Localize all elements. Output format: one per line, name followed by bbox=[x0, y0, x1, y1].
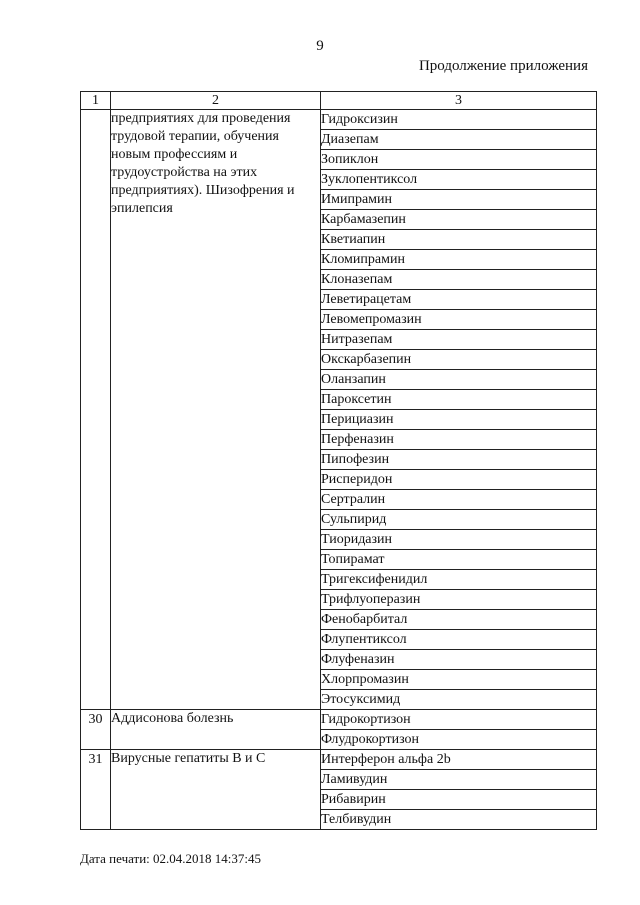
drug-cell: Интерферон альфа 2b bbox=[321, 750, 597, 770]
drug-cell: Левомепромазин bbox=[321, 310, 597, 330]
print-date: Дата печати: 02.04.2018 14:37:45 bbox=[80, 851, 262, 866]
drug-cell: Зопиклон bbox=[321, 150, 597, 170]
drug-cell: Кветиапин bbox=[321, 230, 597, 250]
medication-table bbox=[80, 91, 597, 830]
drug-cell: Нитразепам bbox=[321, 330, 597, 350]
group-number: 31 bbox=[81, 750, 111, 830]
drug-cell: Окскарбазепин bbox=[321, 350, 597, 370]
group-number bbox=[81, 110, 111, 710]
drug-cell: Рисперидон bbox=[321, 470, 597, 490]
drug-cell: Перициазин bbox=[321, 410, 597, 430]
page-number: 9 bbox=[316, 38, 324, 54]
drug-cell: Ламивудин bbox=[321, 770, 597, 790]
drug-cell: Пипофезин bbox=[321, 450, 597, 470]
disease-cell: Аддисонова болезнь bbox=[111, 710, 321, 750]
drug-cell: Леветирацетам bbox=[321, 290, 597, 310]
drug-cell: Карбамазепин bbox=[321, 210, 597, 230]
column-header-1: 1 bbox=[81, 92, 111, 110]
drug-cell: Этосуксимид bbox=[321, 690, 597, 710]
drug-cell: Хлорпромазин bbox=[321, 670, 597, 690]
drug-cell: Оланзапин bbox=[321, 370, 597, 390]
drug-cell: Флупентиксол bbox=[321, 630, 597, 650]
drug-cell: Трифлуоперазин bbox=[321, 590, 597, 610]
disease-cell: Вирусные гепатиты B и C bbox=[111, 750, 321, 830]
drug-cell: Фенобарбитал bbox=[321, 610, 597, 630]
table-row bbox=[81, 710, 597, 730]
continuation-title: Продолжение приложения bbox=[418, 58, 588, 74]
drug-cell: Сульпирид bbox=[321, 510, 597, 530]
drug-cell: Флудрокортизон bbox=[321, 730, 597, 750]
drug-cell: Перфеназин bbox=[321, 430, 597, 450]
table-row bbox=[81, 110, 597, 130]
drug-cell: Имипрамин bbox=[321, 190, 597, 210]
drug-cell: Пароксетин bbox=[321, 390, 597, 410]
table-row bbox=[81, 750, 597, 770]
disease-cell: предприятиях для проведения трудовой терапии, обучения новым профессиям и трудоустройства на этих предприятиях). Шизофрения и эпилепсия bbox=[111, 110, 321, 710]
drug-cell: Диазепам bbox=[321, 130, 597, 150]
drug-cell: Кломипрамин bbox=[321, 250, 597, 270]
drug-cell: Тригексифенидил bbox=[321, 570, 597, 590]
drug-cell: Клоназепам bbox=[321, 270, 597, 290]
table-body bbox=[81, 110, 597, 830]
drug-cell: Топирамат bbox=[321, 550, 597, 570]
column-header-2: 2 bbox=[111, 92, 321, 110]
drug-cell: Гидроксизин bbox=[321, 110, 597, 130]
group-number: 30 bbox=[81, 710, 111, 750]
drug-cell: Телбивудин bbox=[321, 810, 597, 830]
table-header-row bbox=[81, 92, 597, 110]
drug-cell: Гидрокортизон bbox=[321, 710, 597, 730]
column-header-3: 3 bbox=[321, 92, 597, 110]
drug-cell: Флуфеназин bbox=[321, 650, 597, 670]
drug-cell: Сертралин bbox=[321, 490, 597, 510]
drug-cell: Рибавирин bbox=[321, 790, 597, 810]
drug-cell: Зуклопентиксол bbox=[321, 170, 597, 190]
drug-cell: Тиоридазин bbox=[321, 530, 597, 550]
